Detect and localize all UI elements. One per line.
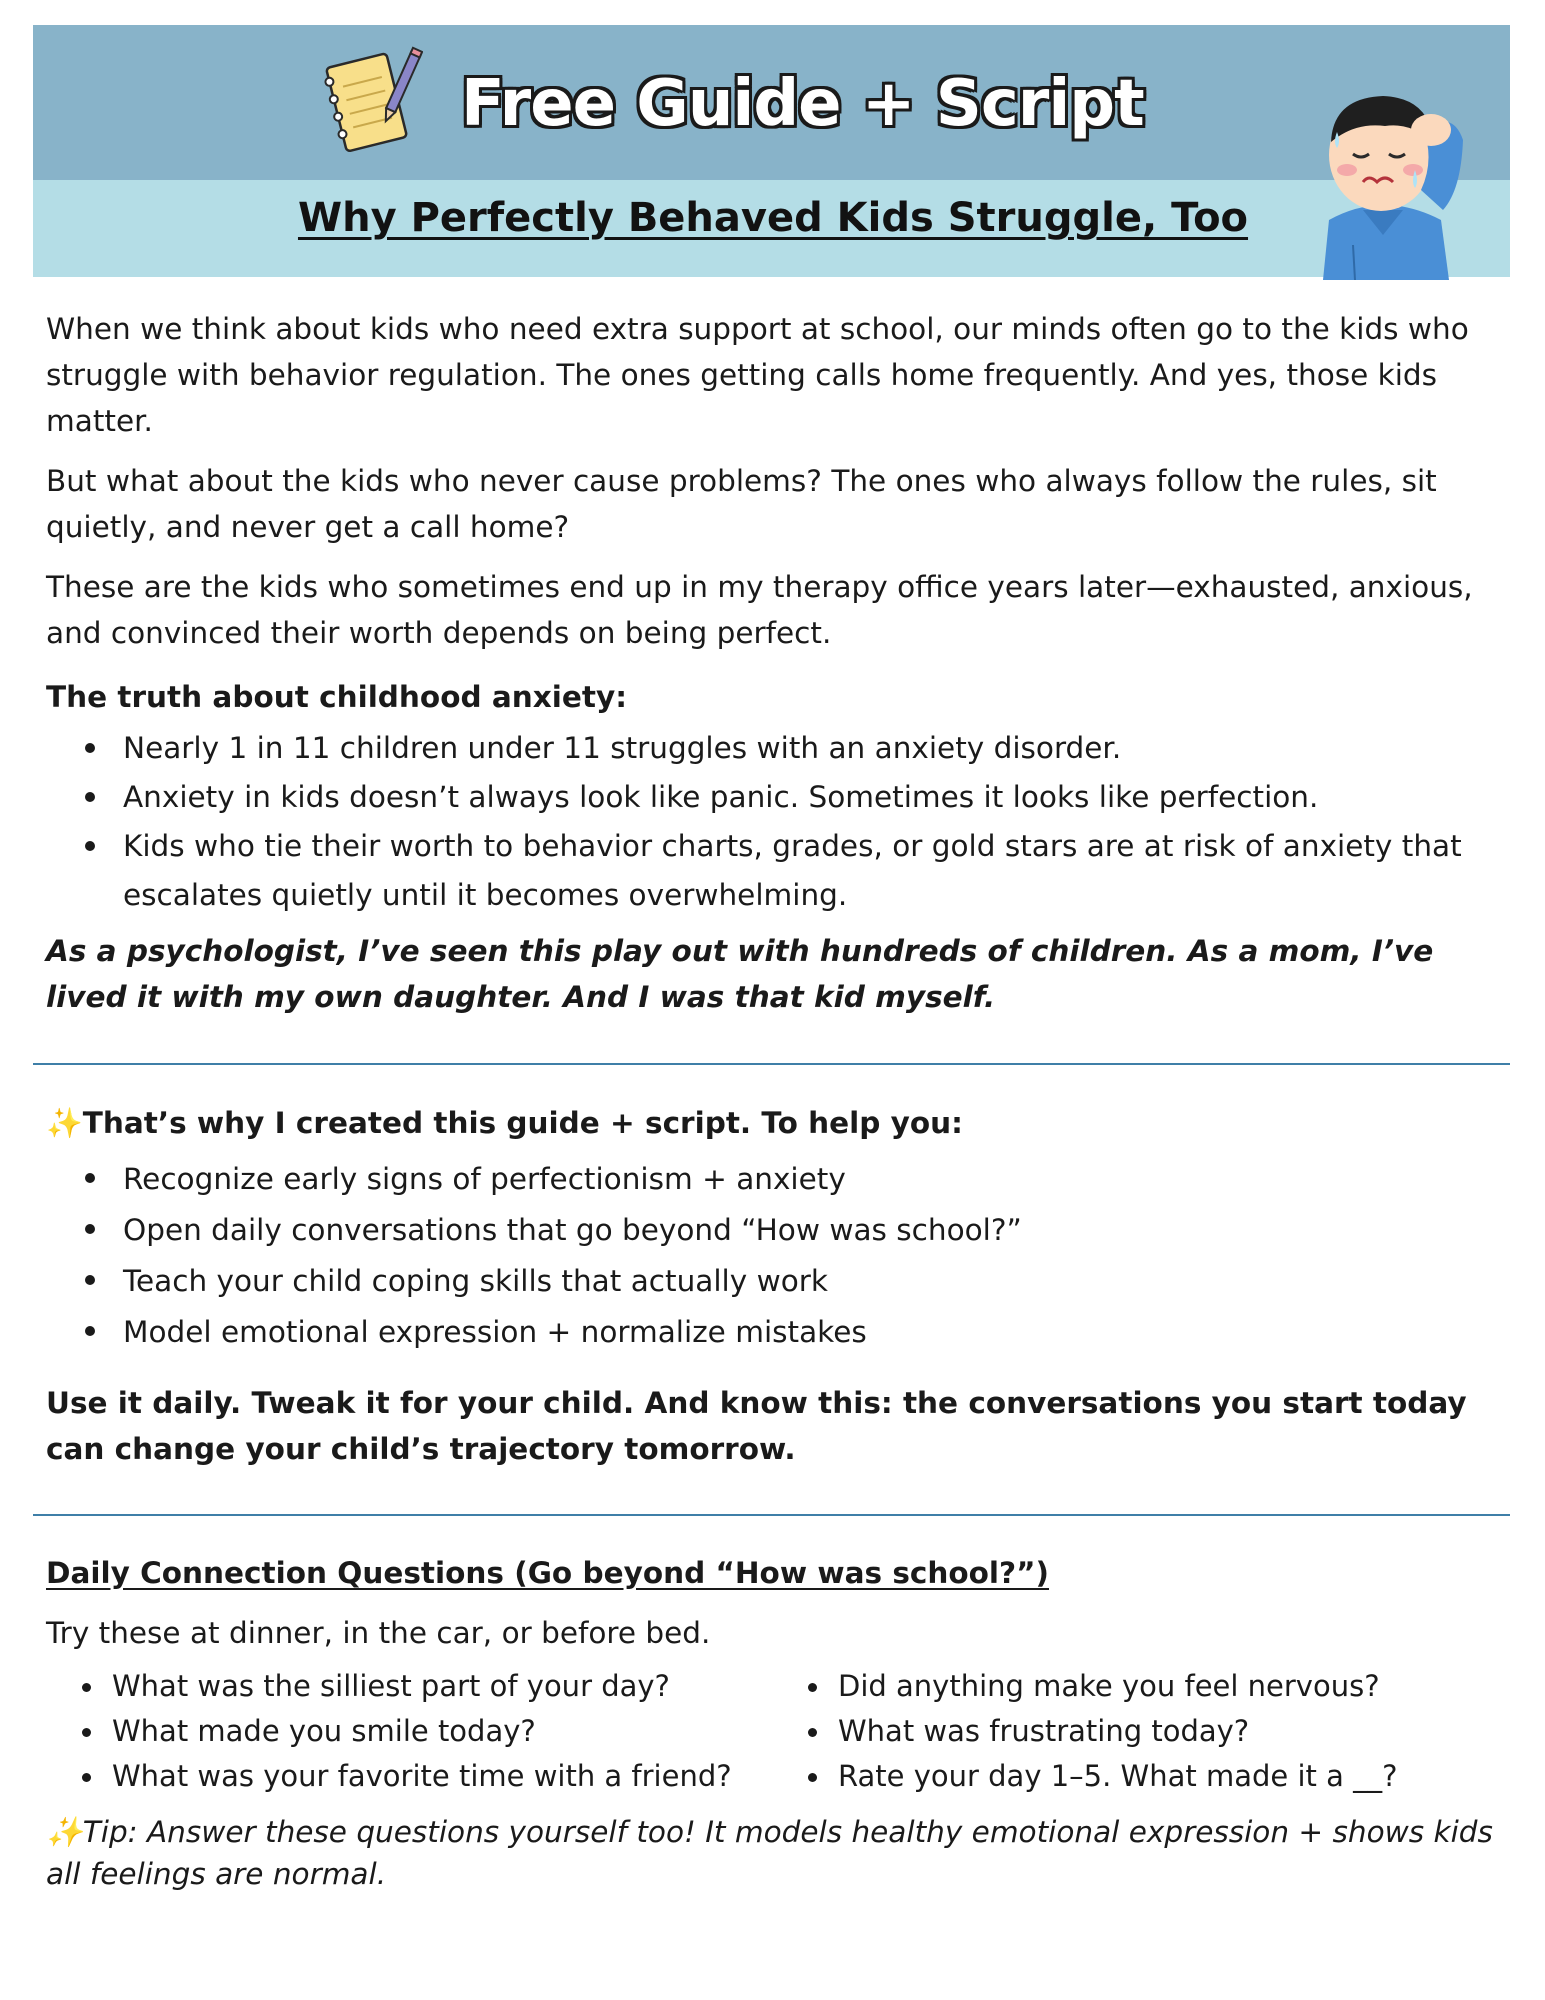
header-banner bbox=[33, 25, 1510, 277]
why-closing: Use it daily. Tweak it for your child. And know this: the conversations you start today can change your child’s trajectory tomorrow. bbox=[46, 1386, 1467, 1466]
list-item: Teach your child coping skills that actually work bbox=[123, 1256, 1506, 1307]
why-heading bbox=[46, 1100, 1506, 1146]
intro-paragraph-1: When we think about kids who need extra support at school, our minds often go to the kids who struggle with behavior regulation. The ones getting calls home frequently. And yes, those kids matter. bbox=[46, 312, 1469, 438]
list-item: What made you smile today? bbox=[112, 1709, 792, 1754]
list-item: What was your favorite time with a friend? bbox=[112, 1754, 792, 1799]
sparkle-icon: ✨ bbox=[46, 1106, 83, 1140]
list-item: Rate your day 1–5. What made it a __? bbox=[838, 1754, 1397, 1799]
questions-heading: Daily Connection Questions (Go beyond “How was school?”) bbox=[46, 1556, 1050, 1590]
questions-section bbox=[46, 1550, 1506, 1909]
list-item: Kids who tie their worth to behavior charts, grades, or gold stars are at risk of anxiety that escalates quietly until it becomes overwhelming. bbox=[123, 822, 1506, 920]
why-section bbox=[46, 1100, 1506, 1486]
intro-section bbox=[46, 306, 1506, 1034]
intro-paragraph-2: But what about the kids who never cause problems? The ones who always follow the rules, sit quietly, and never get a call home? bbox=[46, 464, 1437, 544]
questions-columns bbox=[66, 1664, 1506, 1799]
divider bbox=[33, 1063, 1510, 1065]
list-item: What was frustrating today? bbox=[838, 1709, 1397, 1754]
divider bbox=[33, 1514, 1510, 1516]
page-subtitle: Why Perfectly Behaved Kids Struggle, Too bbox=[297, 195, 1249, 241]
list-item: Model emotional expression + normalize mistakes bbox=[123, 1307, 1506, 1358]
author-statement: As a psychologist, I’ve seen this play out with hundreds of children. As a mom, I’ve lived it with my own daughter. And I was that kid myself. bbox=[46, 934, 1434, 1014]
notepad-pencil-icon bbox=[313, 45, 423, 155]
list-item: Nearly 1 in 11 children under 11 struggles with an anxiety disorder. bbox=[123, 724, 1506, 773]
why-heading-text: That’s why I created this guide + script. To help you: bbox=[82, 1106, 963, 1140]
list-item: Recognize early signs of perfectionism + anxiety bbox=[123, 1154, 1506, 1205]
list-item: Did anything make you feel nervous? bbox=[838, 1664, 1397, 1709]
truth-list bbox=[46, 724, 1506, 920]
why-list bbox=[46, 1154, 1506, 1358]
worried-boy-illustration bbox=[1293, 70, 1473, 280]
page-title: Free Guide + Script bbox=[461, 67, 1144, 141]
questions-intro: Try these at dinner, in the car, or before bed. bbox=[46, 1616, 711, 1650]
questions-left-list bbox=[66, 1664, 792, 1799]
tip-body: Tip: Answer these questions yourself too! It models healthy emotional expression + shows kids all feelings are normal. bbox=[46, 1815, 1493, 1891]
tip-text bbox=[46, 1811, 1506, 1895]
intro-paragraph-3: These are the kids who sometimes end up in my therapy office years later—exhausted, anxious, and convinced their worth depends on being perfect. bbox=[46, 570, 1473, 650]
questions-right-list bbox=[792, 1664, 1397, 1799]
truth-heading: The truth about childhood anxiety: bbox=[46, 680, 628, 714]
list-item: Open daily conversations that go beyond “How was school?” bbox=[123, 1205, 1506, 1256]
list-item: What was the silliest part of your day? bbox=[112, 1664, 792, 1709]
sparkle-icon: ✨ bbox=[46, 1815, 83, 1849]
list-item: Anxiety in kids doesn’t always look like panic. Sometimes it looks like perfection. bbox=[123, 773, 1506, 822]
